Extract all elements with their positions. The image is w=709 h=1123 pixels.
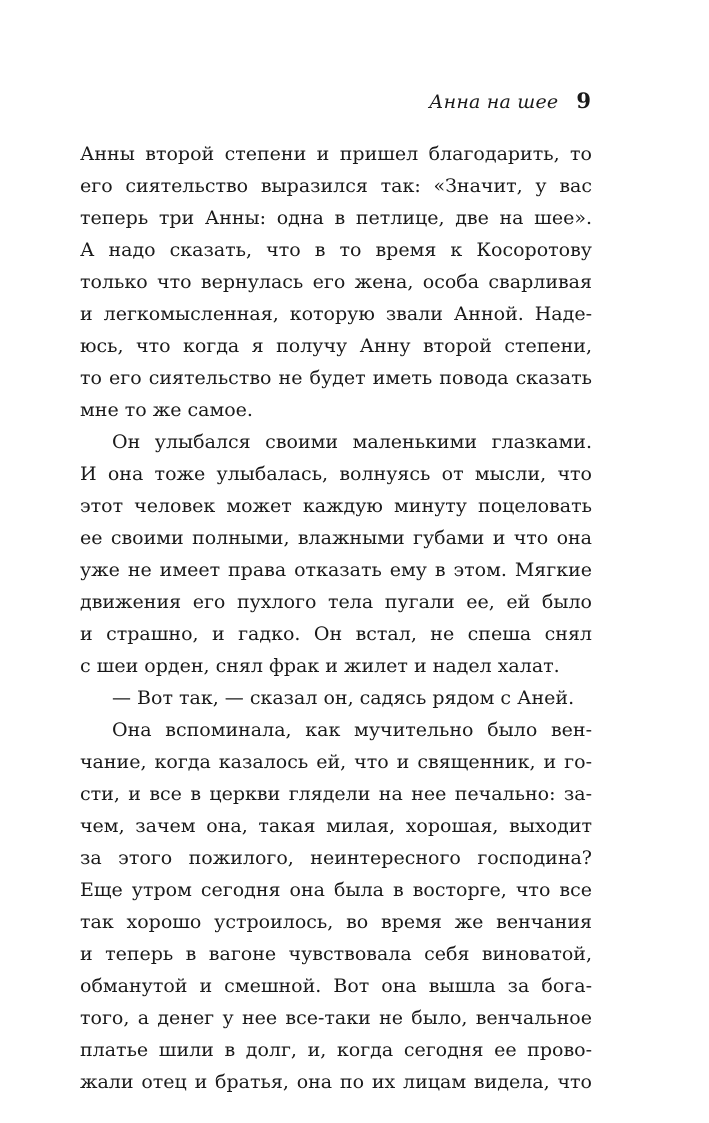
text-line: сти, и все в церкви глядели на нее печально: за- (80, 783, 592, 805)
body-text (80, 138, 592, 1098)
text-line: и легкомысленная, которую звали Анной. Наде- (80, 303, 592, 325)
text-line: юсь, что когда я получу Анну второй степени, (80, 335, 592, 357)
page-number: 9 (576, 88, 591, 113)
text-line: и теперь в вагоне чувствовала себя виноватой, (80, 943, 592, 965)
running-header (429, 88, 591, 114)
text-line: Еще утром сегодня она была в восторге, что все (80, 879, 592, 901)
text-line: А надо сказать, что в то время к Косоротову (80, 239, 592, 261)
dialogue-line: — Вот так, — сказал он, садясь рядом с Аней. (112, 687, 575, 709)
text-line: обманутой и смешной. Вот она вышла за бога- (80, 975, 592, 997)
text-line: И она тоже улыбалась, волнуясь от мысли, что (80, 463, 592, 485)
text-line: платье шили в долг, и, когда сегодня ее прово- (80, 1039, 592, 1061)
text-line: его сиятельство выразился так: «Значит, у вас (80, 175, 592, 197)
text-line: уже не имеет права отказать ему в этом. Мягкие (80, 559, 592, 581)
text-line: чем, зачем она, такая милая, хорошая, выходит (80, 815, 592, 837)
text-line: чание, когда казалось ей, что и священник, и го- (80, 751, 592, 773)
text-line: теперь три Анны: одна в петлице, две на шее». (80, 207, 592, 229)
text-line: движения его пухлого тела пугали ее, ей было (80, 591, 592, 613)
text-line: и страшно, и гадко. Он встал, не спеша снял (80, 623, 592, 645)
text-line-paragraph-end: мне то же самое. (80, 399, 253, 421)
text-line-paragraph-start: Она вспоминала, как мучительно было вен- (112, 719, 592, 741)
text-line-paragraph-end: с шеи орден, снял фрак и жилет и надел халат. (80, 655, 560, 677)
text-line: так хорошо устроилось, во время же венчания (80, 911, 592, 933)
text-line: только что вернулась его жена, особа сварливая (80, 271, 592, 293)
text-line: ее своими полными, влажными губами и что она (80, 527, 592, 549)
running-title: Анна на шее (429, 91, 559, 113)
text-line: того, а денег у нее все-таки не было, венчальное (80, 1007, 592, 1029)
text-line: жали отец и братья, она по их лицам видела, что (80, 1071, 592, 1093)
text-line: то его сиятельство не будет иметь повода сказать (80, 367, 592, 389)
text-line-paragraph-start: Он улыбался своими маленькими глазками. (112, 431, 592, 453)
text-line: Анны второй степени и пришел благодарить, то (80, 143, 592, 165)
text-line: за этого пожилого, неинтересного господина? (80, 847, 592, 869)
text-line: этот человек может каждую минуту поцеловать (80, 495, 592, 517)
